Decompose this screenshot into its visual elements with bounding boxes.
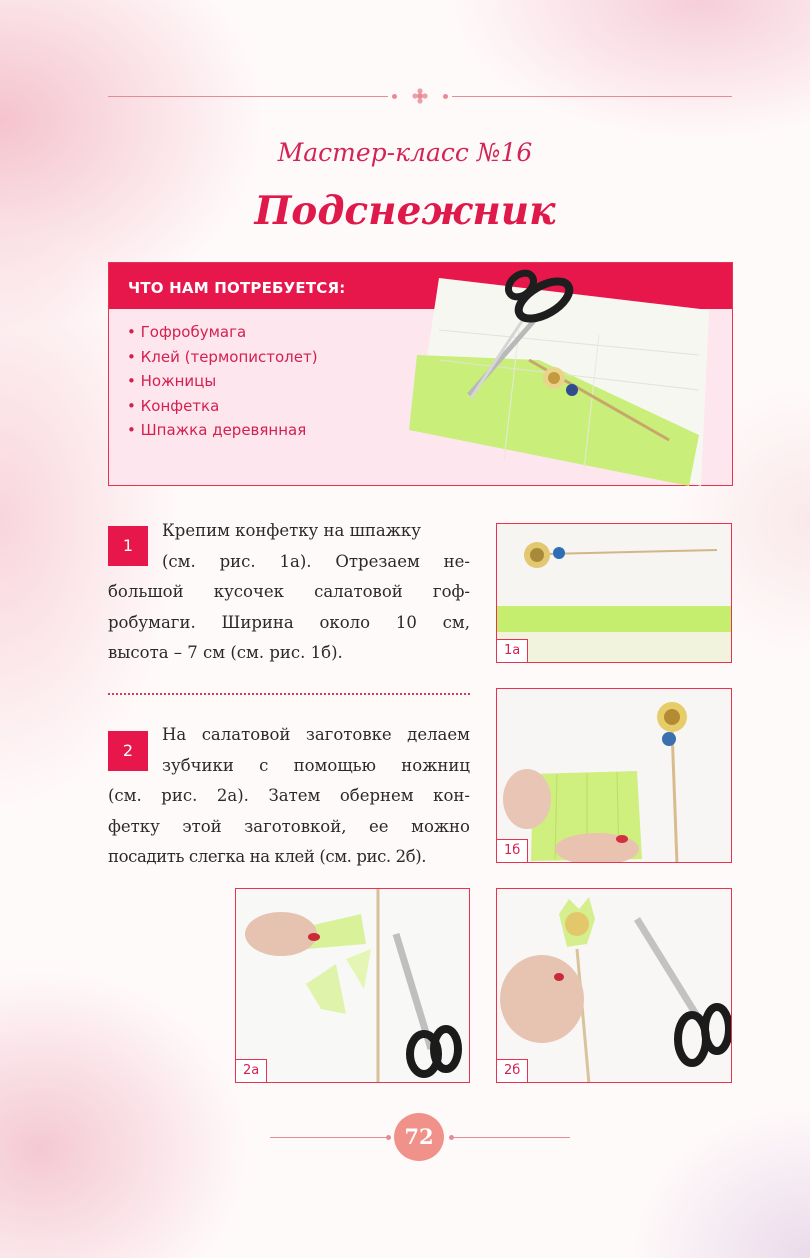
step-divider (108, 693, 470, 695)
step-1-text (108, 516, 470, 669)
step-line: (см. рис. 2а). Затем обернем кон- (108, 786, 470, 805)
materials-box (108, 262, 733, 486)
materials-heading: ЧТО НАМ ПОТРЕБУЕТСЯ: (109, 263, 732, 309)
step-line: посадить слегка на клей (см. рис. 2б). (108, 847, 427, 866)
step-line: зубчики с помощью ножниц (162, 755, 470, 775)
step-line: (см. рис. 1а). Отрезаем не- (162, 551, 470, 571)
step-2-number: 2 (108, 731, 148, 771)
page-footer (270, 1113, 570, 1161)
step-line: фетку этой заготовкой, ее можно (108, 816, 470, 836)
step-line: большой кусочек салатовой гоф- (108, 582, 470, 601)
list-item: • Шпажка деревянная (127, 421, 318, 446)
photo-2b-label: 2б (497, 1059, 528, 1082)
photo-1a (496, 523, 732, 663)
step-1-number: 1 (108, 526, 148, 566)
photo-1a-label: 1а (497, 639, 528, 662)
materials-list (127, 323, 318, 446)
page-title: Подснежник (254, 188, 556, 234)
photo-1b (496, 688, 732, 863)
page-number: 72 (394, 1113, 444, 1161)
step-line: высота – 7 см (см. рис. 1б). (108, 643, 343, 662)
materials-photo (409, 260, 734, 486)
list-item: • Ножницы (127, 372, 318, 397)
step-line: робумаги. Ширина около 10 см, (108, 612, 470, 632)
step-2-text (108, 720, 470, 873)
step-line: На салатовой заготовке делаем (162, 725, 470, 744)
photo-1b-label: 1б (497, 839, 528, 862)
top-ornament (108, 88, 732, 104)
photo-2b (496, 888, 732, 1083)
photo-2a-label: 2а (236, 1059, 267, 1082)
photo-2a (235, 888, 470, 1083)
step-line: Крепим конфетку на шпажку (162, 521, 421, 540)
list-item: • Конфетка (127, 397, 318, 422)
masterclass-number: Мастер-класс №16 (277, 138, 533, 167)
list-item: • Гофробумага (127, 323, 318, 348)
flower-ornament-icon (410, 88, 430, 104)
list-item: • Клей (термопистолет) (127, 348, 318, 373)
